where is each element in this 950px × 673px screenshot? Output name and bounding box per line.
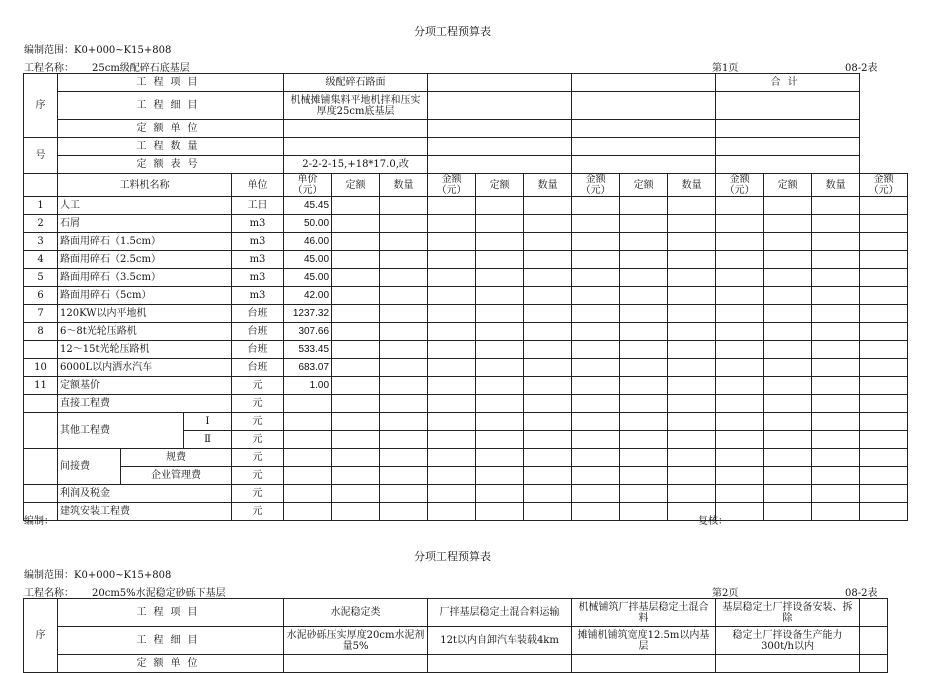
profit-tax-label: 利润及税金: [58, 485, 232, 503]
empty-cell: [476, 359, 524, 377]
row-material-name: 人工: [58, 197, 232, 215]
empty-cell: [332, 359, 380, 377]
empty-cell: [860, 233, 908, 251]
sheet2-item-4: 基层稳定土厂拌设备安装、拆除: [716, 599, 860, 627]
empty-cell: [428, 377, 476, 395]
empty-cell: [476, 251, 524, 269]
empty-cell: [716, 269, 764, 287]
empty-cell: [524, 359, 572, 377]
table-row: [24, 197, 908, 215]
empty-cell: [428, 359, 476, 377]
empty-cell: [764, 305, 812, 323]
row-unit-price: 45.00: [284, 269, 332, 287]
empty-cell: [860, 377, 908, 395]
empty-cell: [620, 323, 668, 341]
empty-cell: [572, 305, 620, 323]
unit-header: 单位: [232, 174, 284, 197]
empty-cell: [860, 305, 908, 323]
empty-cell: [380, 269, 428, 287]
sheet2-budget-table: [23, 598, 888, 673]
empty-cell: [524, 197, 572, 215]
unit-cell: 元: [232, 449, 284, 467]
row-unit: 台班: [232, 359, 284, 377]
empty-cell: [332, 233, 380, 251]
row-unit-price: 533.45: [284, 341, 332, 359]
empty-cell: [764, 323, 812, 341]
empty-cell: [332, 377, 380, 395]
empty-cell: [716, 251, 764, 269]
sheet2-detail-2: 12t以内自卸汽车装载4km: [428, 627, 572, 655]
empty-cell: [476, 269, 524, 287]
sheet2-seq-header: 序: [24, 599, 58, 673]
empty-cell: [524, 287, 572, 305]
empty-cell: [572, 359, 620, 377]
row-unit-price: 1237.32: [284, 305, 332, 323]
empty-cell: [572, 269, 620, 287]
row-number: 7: [24, 305, 58, 323]
empty-cell: [476, 323, 524, 341]
sheet2-project-name: 20cm5%水泥稳定砂砾下基层: [92, 588, 226, 599]
table-row: [24, 359, 908, 377]
empty-cell: [572, 341, 620, 359]
row-unit: m3: [232, 287, 284, 305]
empty-cell: [620, 215, 668, 233]
empty-cell: [620, 341, 668, 359]
empty-cell: [428, 233, 476, 251]
row-material-name: 6～8t光轮压路机: [58, 323, 232, 341]
table-row: [24, 323, 908, 341]
row-unit: m3: [232, 251, 284, 269]
sheet2-project-detail-header: 工程细目: [58, 627, 284, 655]
row-number: 11: [24, 377, 58, 395]
sub-amount-4: 金额（元）: [860, 174, 908, 197]
project-detail-header: 工程细目: [58, 92, 284, 120]
empty-cell: [380, 377, 428, 395]
empty-cell: [620, 359, 668, 377]
empty-cell: [668, 197, 716, 215]
empty-cell: [428, 251, 476, 269]
empty-cell: [812, 323, 860, 341]
row-material-name: 路面用碎石（1.5cm）: [58, 233, 232, 251]
row-unit-price: 45.45: [284, 197, 332, 215]
indirect-cost-label: 间接费: [58, 449, 121, 485]
empty-cell: [860, 341, 908, 359]
empty-cell: [668, 323, 716, 341]
total-header: 合计: [716, 74, 860, 92]
sub-amount-2: 金额（元）: [572, 174, 620, 197]
empty-cell: [764, 287, 812, 305]
empty-cell: [332, 305, 380, 323]
empty-cell: [524, 233, 572, 251]
unit-cell: 元: [232, 431, 284, 449]
sheet2-form-number: 08-2表: [845, 588, 878, 599]
empty-cell: [620, 287, 668, 305]
empty-cell: [860, 287, 908, 305]
management-fee-label: 企业管理费: [121, 467, 232, 485]
empty-cell: [332, 251, 380, 269]
table-row: [24, 305, 908, 323]
empty-cell: [332, 197, 380, 215]
empty-cell: [668, 359, 716, 377]
quota-unit-header: 定额单位: [58, 120, 284, 138]
empty-cell: [668, 287, 716, 305]
unit-cell: 元: [232, 503, 284, 521]
sheet2-detail-1: 水泥砂砾压实厚度20cm水泥剂量5%: [284, 627, 428, 655]
row-material-name: 路面用碎石（3.5cm）: [58, 269, 232, 287]
empty-cell: [380, 233, 428, 251]
row-unit: m3: [232, 233, 284, 251]
row-number: 2: [24, 215, 58, 233]
seq-header-bottom: 号: [24, 138, 58, 174]
empty-cell: [668, 341, 716, 359]
empty-cell: [380, 359, 428, 377]
regulation-fee-label: 规费: [121, 449, 232, 467]
empty-cell: [332, 215, 380, 233]
empty-cell: [428, 341, 476, 359]
sheet1-budget-table: [23, 73, 908, 521]
empty-cell: [716, 233, 764, 251]
empty-cell: [428, 215, 476, 233]
sub-amount-3: 金额（元）: [716, 174, 764, 197]
row-unit: 台班: [232, 341, 284, 359]
unit-price-header: 单价（元）: [284, 174, 332, 197]
empty-cell: [620, 251, 668, 269]
row-material-name: 120KW以内平地机: [58, 305, 232, 323]
empty-cell: [860, 197, 908, 215]
empty-cell: [572, 197, 620, 215]
row-material-name: 路面用碎石（5cm）: [58, 287, 232, 305]
row-number: 6: [24, 287, 58, 305]
empty-cell: [524, 251, 572, 269]
empty-cell: [476, 305, 524, 323]
quota-table-no-header: 定额表号: [58, 156, 284, 174]
sub-qty-3: 数量: [668, 174, 716, 197]
empty-cell: [572, 287, 620, 305]
empty-cell: [476, 233, 524, 251]
empty-cell: [812, 305, 860, 323]
empty-cell: [380, 323, 428, 341]
empty-cell: [716, 323, 764, 341]
empty-cell: [620, 305, 668, 323]
sheet2-scope: 编制范围：K0+000~K15+808: [24, 570, 172, 581]
row-unit-price: 42.00: [284, 287, 332, 305]
row-number: 3: [24, 233, 58, 251]
empty-cell: [620, 233, 668, 251]
row-number: 10: [24, 359, 58, 377]
empty-cell: [668, 251, 716, 269]
sheet1-scope: 编制范围：K0+000~K15+808: [24, 45, 172, 56]
row-unit: m3: [232, 269, 284, 287]
table-row: [24, 341, 908, 359]
other-cost-roman-2: Ⅱ: [184, 431, 232, 449]
sub-qty-1: 数量: [380, 174, 428, 197]
row-unit: m3: [232, 215, 284, 233]
row-unit: 台班: [232, 323, 284, 341]
empty-cell: [572, 251, 620, 269]
unit-cell: 元: [232, 395, 284, 413]
empty-cell: [764, 341, 812, 359]
sub-quota-2: 定额: [476, 174, 524, 197]
sheet2-detail-4: 稳定土厂拌设备生产能力300t/h以内: [716, 627, 860, 655]
seq-header: 序: [24, 74, 58, 138]
table-row: [24, 287, 908, 305]
sheet1-project-name: 25cm级配碎石底基层: [92, 63, 190, 74]
sub-quota-3: 定额: [620, 174, 668, 197]
empty-cell: [764, 359, 812, 377]
row-material-name: 定额基价: [58, 377, 232, 395]
table-row: [24, 233, 908, 251]
empty-cell: [524, 341, 572, 359]
empty-cell: [764, 377, 812, 395]
empty-cell: [380, 305, 428, 323]
empty-cell: [428, 323, 476, 341]
sheet2-detail-3: 摊铺机铺筑宽度12.5m以内基层: [572, 627, 716, 655]
table-row: [24, 269, 908, 287]
empty-cell: [812, 269, 860, 287]
empty-cell: [764, 251, 812, 269]
empty-cell: [716, 287, 764, 305]
row-unit-price: 46.00: [284, 233, 332, 251]
empty-cell: [812, 287, 860, 305]
sheet1-page-number: 第1页: [712, 63, 739, 74]
empty-cell: [860, 251, 908, 269]
row-unit: 元: [232, 377, 284, 395]
row-unit-price: 1.00: [284, 377, 332, 395]
empty-cell: [668, 305, 716, 323]
empty-cell: [332, 323, 380, 341]
empty-cell: [380, 341, 428, 359]
empty-cell: [380, 251, 428, 269]
quantity-header: 工程数量: [58, 138, 284, 156]
empty-cell: [812, 233, 860, 251]
empty-cell: [476, 341, 524, 359]
sheet2-item-2: 厂拌基层稳定土混合料运输: [428, 599, 572, 627]
row-unit: 工日: [232, 197, 284, 215]
empty-cell: [620, 269, 668, 287]
row-material-name: 路面用碎石（2.5cm）: [58, 251, 232, 269]
empty-cell: [812, 251, 860, 269]
empty-cell: [812, 197, 860, 215]
empty-cell: [716, 341, 764, 359]
empty-cell: [764, 197, 812, 215]
row-number: [24, 341, 58, 359]
sheet1-project-label: 工程名称：: [24, 63, 74, 74]
empty-cell: [812, 359, 860, 377]
empty-cell: [860, 215, 908, 233]
empty-cell: [860, 269, 908, 287]
empty-cell: [428, 305, 476, 323]
sub-amount-1: 金额（元）: [428, 174, 476, 197]
empty-cell: [332, 341, 380, 359]
row-unit-price: 50.00: [284, 215, 332, 233]
empty-cell: [572, 233, 620, 251]
empty-cell: [812, 215, 860, 233]
empty-cell: [764, 215, 812, 233]
sheet1-title: 分项工程预算表: [414, 25, 491, 38]
empty-cell: [476, 287, 524, 305]
row-number: 1: [24, 197, 58, 215]
empty-cell: [812, 341, 860, 359]
unit-cell: 元: [232, 467, 284, 485]
empty-cell: [572, 215, 620, 233]
empty-cell: [476, 377, 524, 395]
direct-cost-label: 直接工程费: [58, 395, 232, 413]
empty-cell: [524, 305, 572, 323]
empty-cell: [668, 233, 716, 251]
row-number: 5: [24, 269, 58, 287]
row-unit-price: 45.00: [284, 251, 332, 269]
empty-cell: [668, 269, 716, 287]
sub-quota-1: 定额: [332, 174, 380, 197]
empty-cell: [476, 197, 524, 215]
row-material-name: 12～15t光轮压路机: [58, 341, 232, 359]
empty-cell: [668, 377, 716, 395]
empty-cell: [524, 377, 572, 395]
empty-cell: [428, 287, 476, 305]
sub-qty-4: 数量: [812, 174, 860, 197]
sheet2-title: 分项工程预算表: [414, 550, 491, 563]
row-material-name: 石屑: [58, 215, 232, 233]
row-unit-price: 683.07: [284, 359, 332, 377]
table-row: [24, 377, 908, 395]
empty-cell: [428, 269, 476, 287]
project-detail-col1: 机械摊铺集料平地机拌和压实厚度25cm底基层: [284, 92, 428, 120]
empty-cell: [524, 323, 572, 341]
sheet2-project-label: 工程名称：: [24, 588, 74, 599]
table-row: [24, 215, 908, 233]
empty-cell: [668, 215, 716, 233]
empty-cell: [524, 269, 572, 287]
row-material-name: 6000L以内洒水汽车: [58, 359, 232, 377]
empty-cell: [716, 197, 764, 215]
row-unit-price: 307.66: [284, 323, 332, 341]
empty-cell: [812, 377, 860, 395]
empty-cell: [572, 377, 620, 395]
empty-cell: [764, 233, 812, 251]
material-name-header: 工料机名称: [58, 174, 232, 197]
unit-cell: 元: [232, 413, 284, 431]
sheet1-reviewed-by: 复核：: [698, 516, 728, 527]
empty-cell: [332, 269, 380, 287]
empty-cell: [476, 215, 524, 233]
sheet2-item-1: 水泥稳定类: [284, 599, 428, 627]
empty-cell: [716, 215, 764, 233]
sheet1-prepared-by: 编制：: [24, 516, 54, 527]
empty-cell: [716, 377, 764, 395]
project-item-col1: 级配碎石路面: [284, 74, 428, 92]
empty-cell: [860, 359, 908, 377]
sheet2-project-item-header: 工程项目: [58, 599, 284, 627]
empty-cell: [620, 377, 668, 395]
install-cost-label: 建筑安装工程费: [58, 503, 232, 521]
empty-cell: [764, 269, 812, 287]
empty-cell: [380, 215, 428, 233]
empty-cell: [716, 305, 764, 323]
sheet2-quota-unit-header: 定额单位: [58, 655, 284, 673]
project-item-header: 工程项目: [58, 74, 284, 92]
sheet2-item-3: 机械铺筑厂拌基层稳定土混合料: [572, 599, 716, 627]
empty-cell: [524, 215, 572, 233]
empty-cell: [428, 197, 476, 215]
empty-cell: [332, 287, 380, 305]
other-cost-roman-1: Ⅰ: [184, 413, 232, 431]
other-cost-label: 其他工程费: [58, 413, 184, 449]
sub-qty-2: 数量: [524, 174, 572, 197]
empty-cell: [620, 197, 668, 215]
empty-cell: [716, 359, 764, 377]
row-number: 8: [24, 323, 58, 341]
sheet1-form-number: 08-2表: [845, 63, 878, 74]
empty-cell: [860, 323, 908, 341]
empty-cell: [572, 323, 620, 341]
sub-quota-4: 定额: [764, 174, 812, 197]
row-unit: 台班: [232, 305, 284, 323]
quota-table-no-col1: 2-2-2-15,+18*17.0,改: [284, 156, 428, 174]
empty-cell: [380, 287, 428, 305]
sheet2-page-number: 第2页: [712, 588, 739, 599]
table-row: [24, 251, 908, 269]
row-number: 4: [24, 251, 58, 269]
empty-cell: [380, 197, 428, 215]
unit-cell: 元: [232, 485, 284, 503]
